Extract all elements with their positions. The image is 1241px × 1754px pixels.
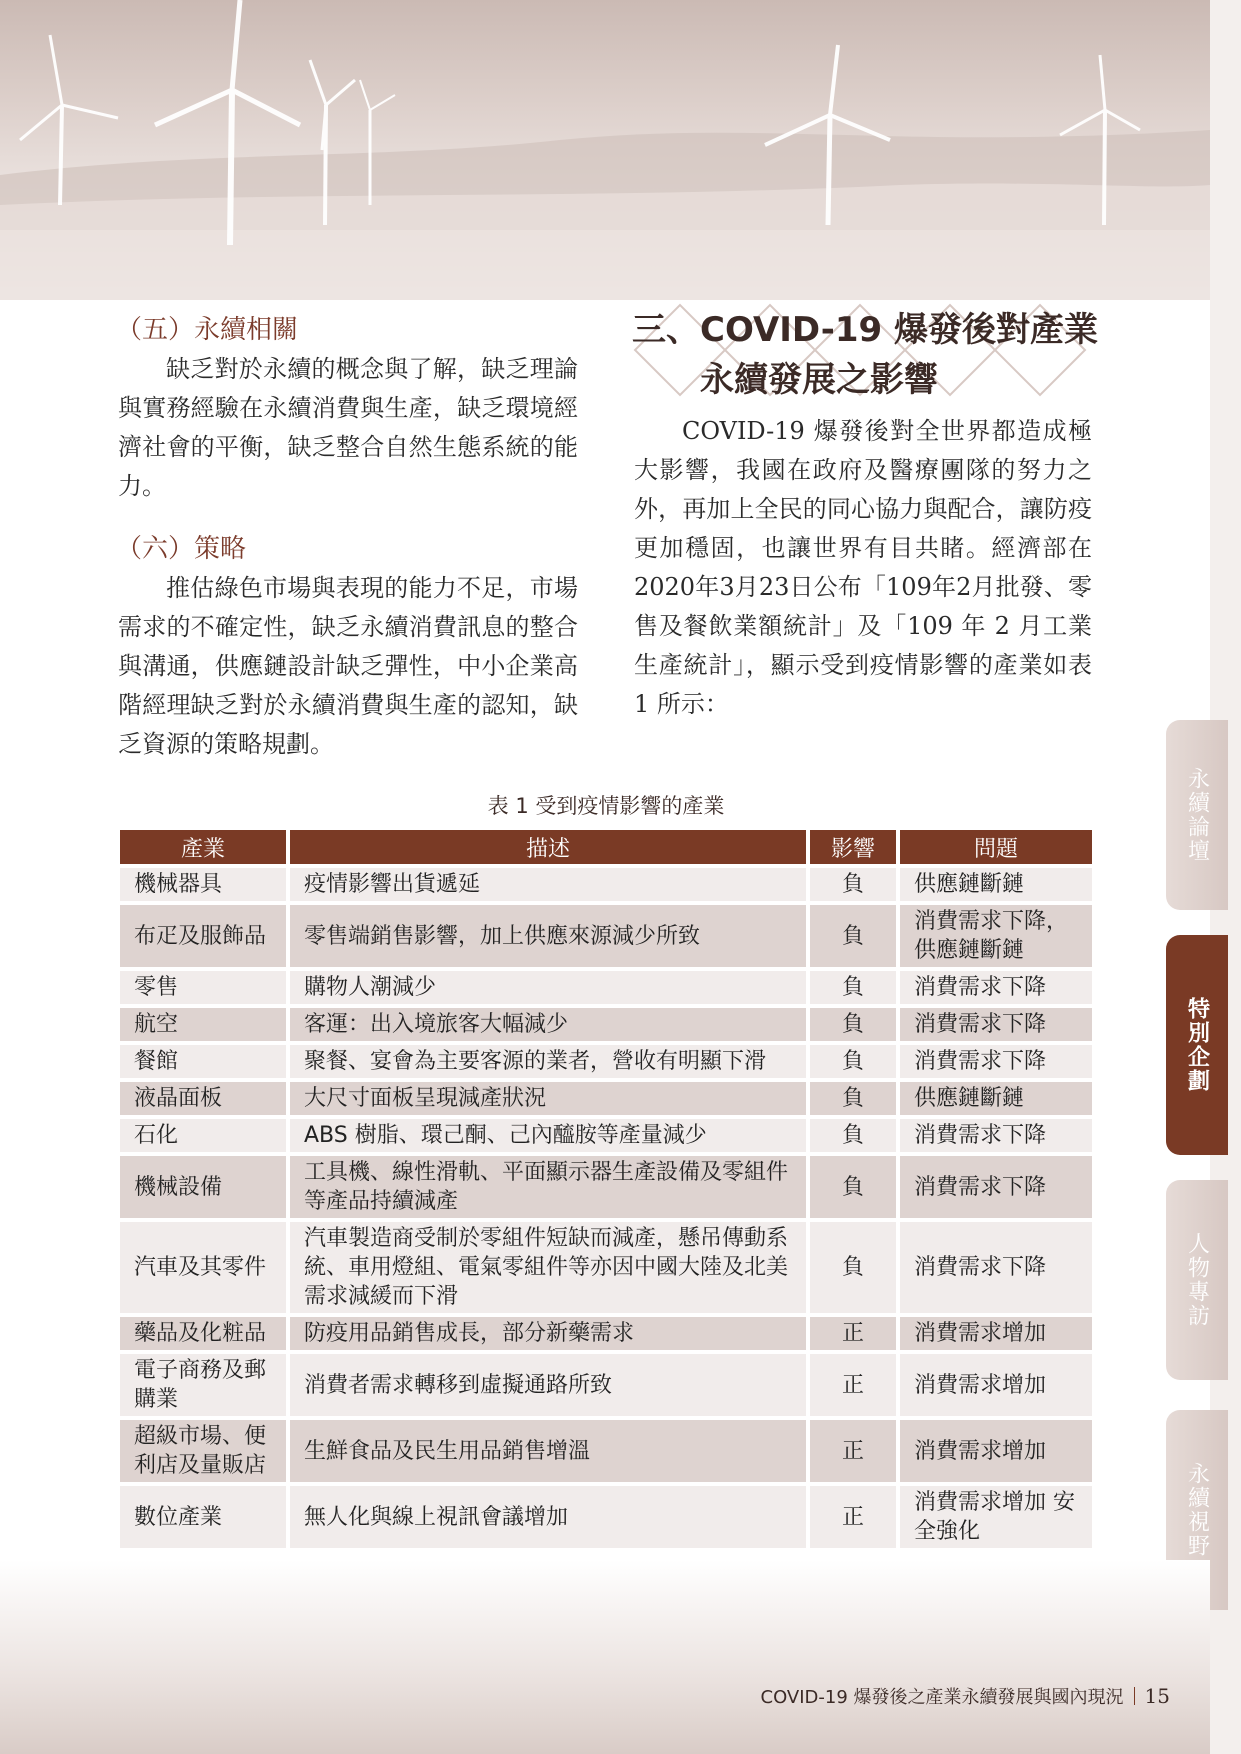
cell-impact: 負 xyxy=(810,1156,896,1218)
cell-impact: 負 xyxy=(810,1082,896,1115)
table-caption: 表 1 受到疫情影響的產業 xyxy=(487,794,725,818)
footer-separator xyxy=(1134,1687,1135,1705)
cell-issue: 消費需求增加 xyxy=(900,1420,1092,1482)
table-row xyxy=(120,1082,1092,1115)
cell-impact: 負 xyxy=(810,1119,896,1152)
table-row xyxy=(120,1119,1092,1152)
side-tab-special-feature[interactable]: 特別企劃 xyxy=(1166,935,1228,1155)
header-issue: 問題 xyxy=(900,830,1092,864)
table-row xyxy=(120,1156,1092,1218)
table-row xyxy=(120,1354,1092,1416)
section6-body: 推估綠色市場與表現的能力不足，市場需求的不確定性，缺乏永續消費訊息的整合與溝通，供應鏈設計缺乏彈性，中小企業高階經理缺乏對於永續消費與生產的認知，缺乏資源的策略規劃。 xyxy=(118,574,578,758)
table-row xyxy=(120,1222,1092,1313)
table-row xyxy=(120,868,1092,901)
cell-industry: 電子商務及郵購業 xyxy=(120,1354,286,1416)
table-row xyxy=(120,971,1092,1004)
section3-title xyxy=(632,305,1102,405)
side-tab-forum[interactable]: 永續論壇 xyxy=(1166,720,1228,910)
cell-description: 無人化與線上視訊會議增加 xyxy=(290,1486,806,1548)
cell-industry: 液晶面板 xyxy=(120,1082,286,1115)
cell-industry: 藥品及化粧品 xyxy=(120,1317,286,1350)
cell-impact: 正 xyxy=(810,1354,896,1416)
cell-description: 防疫用品銷售成長，部分新藥需求 xyxy=(290,1317,806,1350)
cell-industry: 餐館 xyxy=(120,1045,286,1078)
footer-decorative-image xyxy=(0,1560,1210,1754)
header-industry: 產業 xyxy=(120,830,286,864)
cell-impact: 負 xyxy=(810,1008,896,1041)
cell-industry: 汽車及其零件 xyxy=(120,1222,286,1313)
cell-industry: 石化 xyxy=(120,1119,286,1152)
page-number: 15 xyxy=(1144,1684,1170,1708)
cell-impact: 負 xyxy=(810,1045,896,1078)
cell-issue: 消費需求下降 xyxy=(900,1045,1092,1078)
cell-issue: 消費需求增加 安全強化 xyxy=(900,1486,1092,1548)
table-row xyxy=(120,905,1092,967)
cell-industry: 超級市場、便利店及量販店 xyxy=(120,1420,286,1482)
cell-description: 客運：出入境旅客大幅減少 xyxy=(290,1008,806,1041)
cell-issue: 消費需求下降 xyxy=(900,1156,1092,1218)
header-wind-turbine-image xyxy=(0,0,1210,300)
cell-industry: 零售 xyxy=(120,971,286,1004)
table-row xyxy=(120,1045,1092,1078)
cell-impact: 負 xyxy=(810,1222,896,1313)
section5-body: 缺乏對於永續的概念與了解，缺乏理論與實務經驗在永續消費與生產，缺乏環境經濟社會的平衡，缺乏整合自然生態系統的能力。 xyxy=(118,355,578,500)
side-tab-vision[interactable]: 永續視野 xyxy=(1166,1410,1228,1610)
cell-issue: 消費需求下降 xyxy=(900,971,1092,1004)
section3-body: COVID-19 爆發後對全世界都造成極大影響，我國在政府及醫療團隊的努力之外，再加上全民的同心協力與配合，讓防疫更加穩固，也讓世界有目共睹。經濟部在2020年3月23日公布「109年2月批發、零售及餐飲業額統計」及「109 年 2 月工業生產統計」，顯示受到疫情影響的產業如表 1 所示： xyxy=(634,417,1092,718)
cell-impact: 負 xyxy=(810,905,896,967)
page-footer xyxy=(750,1683,1170,1709)
cell-issue: 消費需求下降 xyxy=(900,1119,1092,1152)
cell-industry: 機械器具 xyxy=(120,868,286,901)
wind-turbine-illustration xyxy=(0,0,1210,300)
cell-issue: 供應鏈斷鏈 xyxy=(900,1082,1092,1115)
cell-description: 購物人潮減少 xyxy=(290,971,806,1004)
table-row xyxy=(120,1317,1092,1350)
cell-issue: 消費需求下降，供應鏈斷鏈 xyxy=(900,905,1092,967)
cell-description: 疫情影響出貨遞延 xyxy=(290,868,806,901)
header-description: 描述 xyxy=(290,830,806,864)
cell-description: 生鮮食品及民生用品銷售增溫 xyxy=(290,1420,806,1482)
cell-description: 零售端銷售影響，加上供應來源減少所致 xyxy=(290,905,806,967)
cell-description: 工具機、線性滑軌、平面顯示器生產設備及零組件等產品持續減產 xyxy=(290,1156,806,1218)
table-header-row xyxy=(120,830,1092,864)
section3-title-line2: 永續發展之影響 xyxy=(700,360,938,400)
cell-issue: 供應鏈斷鏈 xyxy=(900,868,1092,901)
cell-issue: 消費需求增加 xyxy=(900,1354,1092,1416)
table-row xyxy=(120,1486,1092,1548)
cell-industry: 機械設備 xyxy=(120,1156,286,1218)
cell-impact: 正 xyxy=(810,1420,896,1482)
cell-impact: 正 xyxy=(810,1317,896,1350)
cell-description: 聚餐、宴會為主要客源的業者，營收有明顯下滑 xyxy=(290,1045,806,1078)
cell-impact: 負 xyxy=(810,971,896,1004)
cell-issue: 消費需求下降 xyxy=(900,1008,1092,1041)
cell-description: 汽車製造商受制於零組件短缺而減產，懸吊傳動系統、車用燈組、電氣零組件等亦因中國大陸及北美需求減緩而下滑 xyxy=(290,1222,806,1313)
header-impact: 影響 xyxy=(810,830,896,864)
cell-impact: 負 xyxy=(810,868,896,901)
section3-title-line1: 三、COVID-19 爆發後對產業 xyxy=(632,310,1099,350)
cell-description: 消費者需求轉移到虛擬通路所致 xyxy=(290,1354,806,1416)
section6-heading: （六）策略 xyxy=(116,534,247,564)
running-title: COVID-19 爆發後之產業永續發展與國內現況 xyxy=(760,1687,1124,1708)
table-row xyxy=(120,1420,1092,1482)
section5-heading: （五）永續相關 xyxy=(116,315,299,345)
cell-industry: 數位產業 xyxy=(120,1486,286,1548)
cell-impact: 正 xyxy=(810,1486,896,1548)
cell-issue: 消費需求增加 xyxy=(900,1317,1092,1350)
cell-issue: 消費需求下降 xyxy=(900,1222,1092,1313)
side-tab-interview[interactable]: 人物專訪 xyxy=(1166,1180,1228,1380)
cell-description: ABS 樹脂、環己酮、己內醯胺等產量減少 xyxy=(290,1119,806,1152)
impact-table xyxy=(116,826,1096,1552)
table-row xyxy=(120,1008,1092,1041)
cell-industry: 航空 xyxy=(120,1008,286,1041)
cell-description: 大尺寸面板呈現減產狀況 xyxy=(290,1082,806,1115)
cell-industry: 布疋及服飾品 xyxy=(120,905,286,967)
